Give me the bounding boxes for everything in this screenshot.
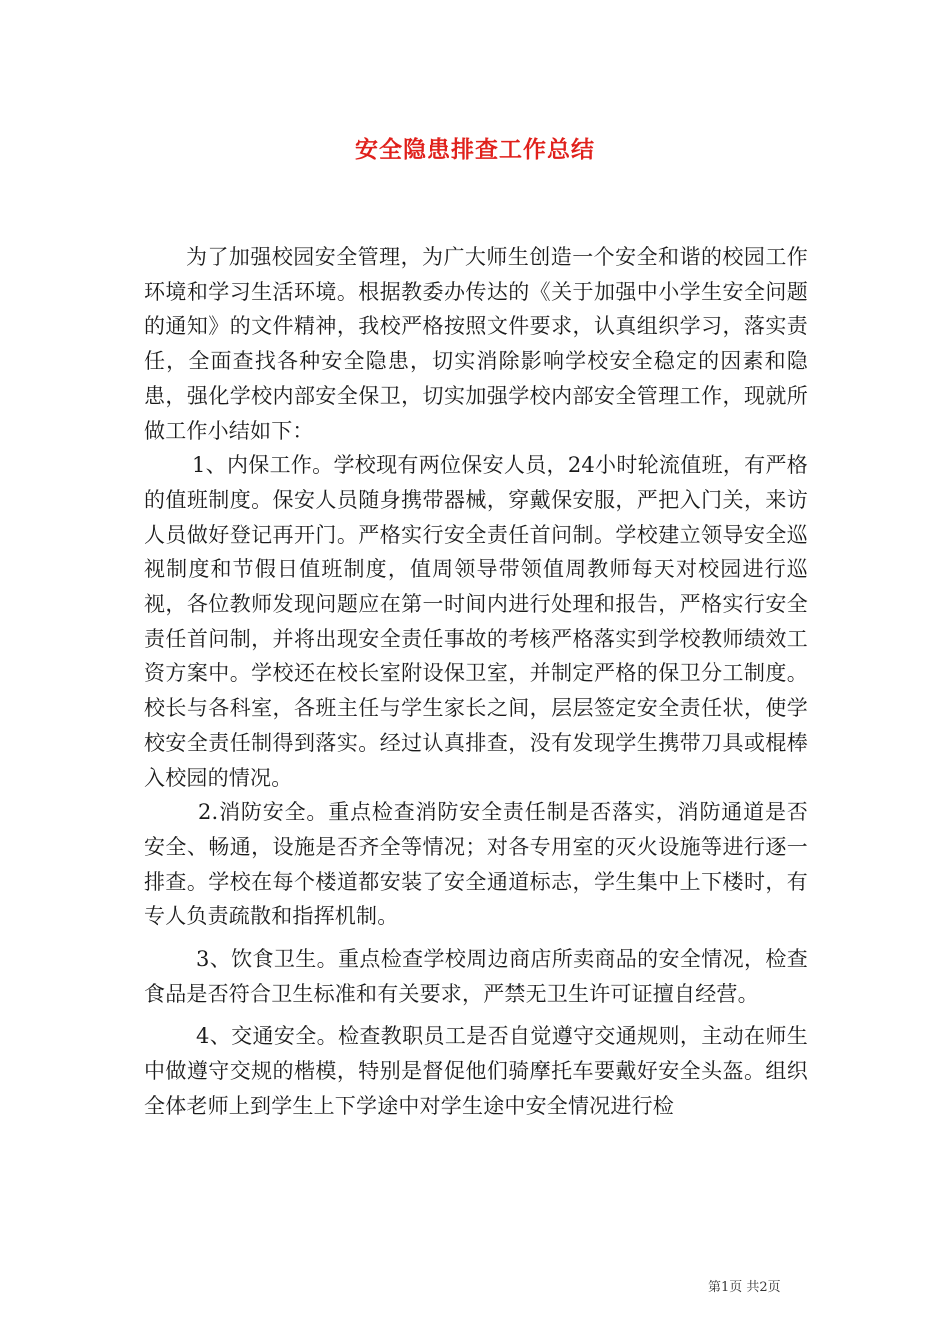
paragraph-intro: 为了加强校园安全管理，为广大师生创造一个安全和谐的校园工作环境和学习生活环境。根据教委办传达的《关于加强中小学生安全问题的通知》的文件精神，我校严格按照文件要求，认真组织学习，落实责任，全面查找各种安全隐患，切实消除影响学校安全稳定的因素和隐患，强化学校内部安全保卫，切实加强学校内部安全管理工作，现就所做工作小结如下： bbox=[144, 245, 808, 443]
paragraph-traffic-safety: 4、交通安全。检查教职员工是否自觉遵守交通规则，主动在师生中做遵守交规的楷模，特别是督促他们骑摩托车要戴好安全头盔。组织全体老师上到学生上下学途中对学生途中安全情况进行检 bbox=[144, 1024, 808, 1118]
page-title: 安全隐患排查工作总结 bbox=[355, 136, 595, 163]
paragraph-internal-security: 1、内保工作。学校现有两位保安人员，24小时轮流值班，有严格的值班制度。保安人员随身携带器械，穿戴保安服，严把入门关，来访人员做好登记再开门。严格实行安全责任首问制。学校建立领导安全巡视制度和节假日值班制度，值周领导带领值周教师每天对校园进行巡视，各位教师发现问题应在第一时间内进行处理和报告，严格实行安全责任首问制，并将出现安全责任事故的考核严格落实到学校教师绩效工资方案中。学校还在校长室附设保卫室，并制定严格的保卫分工制度。校长与各科室，各班主任与学生家长之间，层层签定安全责任状，使学校安全责任制得到落实。经过认真排查，没有发现学生携带刀具或棍棒入校园的情况。 bbox=[144, 453, 808, 790]
page-number-footer: 第1页 共2页 bbox=[708, 1280, 781, 1295]
document-body bbox=[144, 240, 808, 1124]
paragraph-food-hygiene: 3、饮食卫生。重点检查学校周边商店所卖商品的安全情况，检查食品是否符合卫生标准和有关要求，严禁无卫生许可证擅自经营。 bbox=[144, 947, 808, 1006]
paragraph-fire-safety: 2.消防安全。重点检查消防安全责任制是否落实，消防通道是否安全、畅通，设施是否齐全等情况；对各专用室的灭火设施等进行逐一排查。学校在每个楼道都安装了安全通道标志，学生集中上下楼时，有专人负责疏散和指挥机制。 bbox=[144, 800, 808, 929]
